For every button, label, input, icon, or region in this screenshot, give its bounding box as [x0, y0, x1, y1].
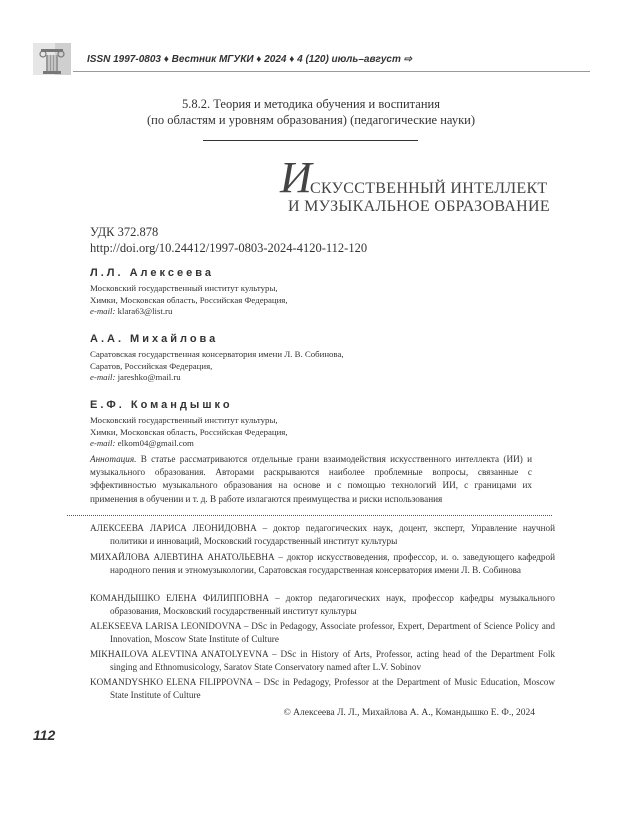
- author-affiliation: Московский государственный институт культуры, Химки, Московская область, Российская Федерация, e-mail: elkom04@gmail.com: [90, 415, 288, 448]
- author-name: А.А. Михайлова: [90, 333, 219, 345]
- title-line-1: СКУССТВЕННЫЙ ИНТЕЛЛЕКТ: [310, 180, 548, 197]
- author-footnote: MIKHAILOVA ALEVTINA ANATOLYEVNA – DSc in History of Arts, Professor, acting head of the Department Folk singing and Ethnomusicology, Saratov State Conservatory named after L.V. Sobinov: [90, 649, 555, 672]
- author-name: Е.Ф. Командышко: [90, 399, 233, 411]
- author-footnote: КОМАНДЫШКО ЕЛЕНА ФИЛИППОВНА – доктор педагогических наук, профессор кафедры музыкального образования, Московский государственный институт культуры: [90, 593, 555, 616]
- rubric-line-2: (по областям и уровням образования) (педагогические науки): [146, 113, 476, 127]
- author-affiliation: Московский государственный институт культуры, Химки, Московская область, Российская Федерация, e-mail: klara63@list.ru: [90, 283, 288, 316]
- author-footnote: KOMANDYSHKO ELENA FILIPPOVNA – DSc in Pedagogy, Professor at the Department of Music Education, Moscow State Institute of Culture: [90, 677, 555, 700]
- running-header: [33, 43, 590, 77]
- abstract-label: Аннотация.: [90, 454, 137, 464]
- rubric-line-1: 5.8.2. Теория и методика обучения и воспитания: [182, 97, 440, 111]
- title-line-2: И МУЗЫКАЛЬНОЕ ОБРАЗОВАНИЕ: [288, 198, 550, 215]
- footnote-separator: [67, 515, 552, 516]
- journal-header-text: ISSN 1997-0803 ♦ Вестник МГУКИ ♦ 2024 ♦ 4 (120) июль–август ⇨: [87, 54, 413, 65]
- author-footnote: АЛЕКСЕЕВА ЛАРИСА ЛЕОНИДОВНА – доктор педагогических наук, доцент, эксперт, Управление научной политики и инноваций, Московский государственный институт культуры: [90, 523, 555, 546]
- author-affiliation: Саратовская государственная консерватория имени Л. В. Собинова, Саратов, Российская Федерация, e-mail: jareshko@mail.ru: [90, 349, 344, 382]
- author-email[interactable]: klara63@list.ru: [117, 306, 173, 316]
- udc-code: УДК 372.878: [90, 225, 159, 239]
- header-divider: [73, 71, 590, 72]
- author-footnote: МИХАЙЛОВА АЛЕВТИНА АНАТОЛЬЕВНА – доктор искусствоведения, профессор, и. о. заведующего кафедрой народного пения и этномузыкологии, Саратовская государственная консерватория имени Л. В. Собинова: [90, 552, 555, 575]
- abstract: [90, 453, 532, 506]
- abstract-text: В статье рассматриваются отдельные грани взаимодействия искусственного интеллекта (ИИ) и музыкального образования. Авторами раскрываются наиболее проблемные вопросы, связанные с эффективностью музыкального образования на основе и с помощью технологий ИИ, с границами их применения в обучении и т. д. В работе излагаются преимущества и риски использования: [90, 454, 533, 504]
- title-initial: И: [280, 153, 312, 202]
- article-title: [280, 153, 550, 215]
- author-name: Л.Л. Алексеева: [90, 267, 214, 279]
- author-email[interactable]: elkom04@gmail.com: [117, 438, 194, 448]
- column-logo-icon: [33, 43, 71, 75]
- copyright-notice: © Алексеева Л. Л., Михайлова А. А., Командышко Е. Ф., 2024: [283, 708, 535, 718]
- page-number: 112: [33, 727, 56, 743]
- author-email[interactable]: jareshko@mail.ru: [117, 372, 181, 382]
- doi-link[interactable]: http://doi.org/10.24412/1997-0803-2024-4120-112-120: [90, 241, 368, 255]
- author-footnote: ALEKSEEVA LARISA LEONIDOVNA – DSc in Pedagogy, Associate professor, Expert, Department of Science Policy and Innovation, Moscow State Institute of Culture: [90, 621, 555, 644]
- section-rule: [203, 140, 418, 141]
